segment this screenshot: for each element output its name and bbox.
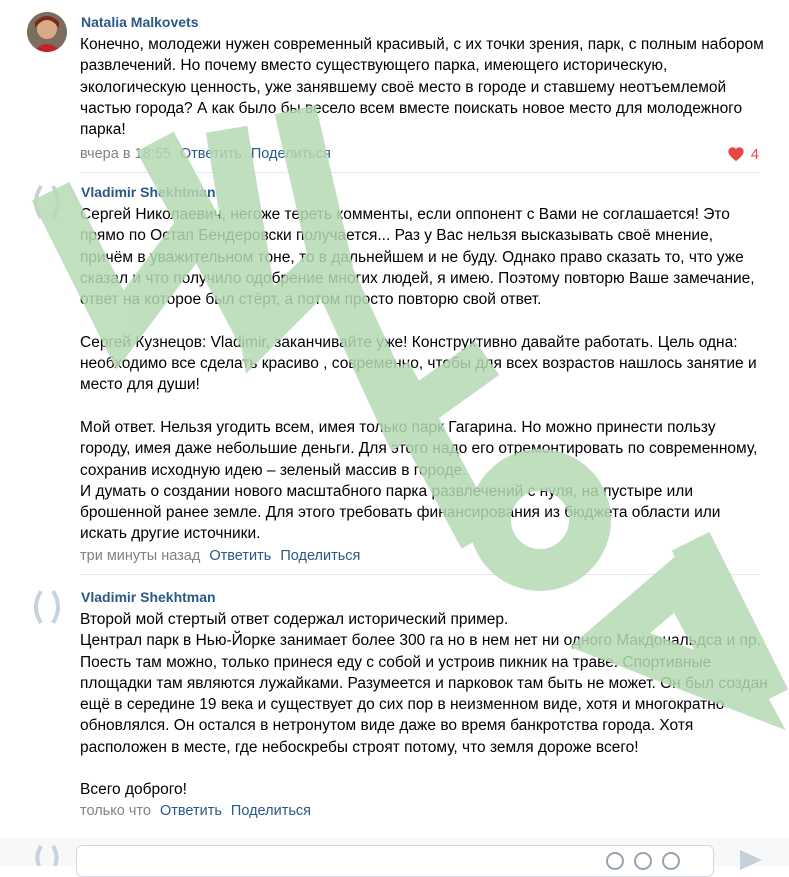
- comment-paragraph: Мой ответ. Нельзя угодить всем, имея только парк Гагарина. Но можно принести пользу городу, имея даже небольшие деньги. Для этого надо его отремонтировать по современному, сохранив исходную идею – зеленый массив в городе. И думать о создании нового масштабного парка развлечений с нуля, на пустыре или брошенной ранее земле. Для этого требовать финансирования из бюджета области или искать другие источники.: [80, 418, 758, 543]
- avatar-placeholder-icon: [27, 587, 67, 627]
- comment-meta: [80, 146, 331, 162]
- avatar-placeholder-icon: [27, 842, 67, 866]
- camera-icon[interactable]: [634, 852, 652, 870]
- emoji-icon[interactable]: [662, 852, 680, 870]
- comment-paragraph: Конечно, молодежи нужен современный красивый, с их точки зрения, парк, с полным набором развлечений. Но почему вместо существующего парка, имеющего историческую, экологическую ценность, уже занявшему своё место в городе и ставшему неотъемлемой частью города? А как было бы весело всем вместе поискать новое место для молодежного парка!: [80, 36, 764, 139]
- reply-button[interactable]: Ответить: [179, 146, 242, 162]
- comment-divider: [80, 574, 760, 575]
- avatar[interactable]: [27, 12, 67, 52]
- avatar[interactable]: [27, 182, 67, 222]
- avatar-photo: [27, 12, 67, 52]
- share-button[interactable]: Поделиться: [280, 548, 361, 564]
- comment-meta: [80, 803, 311, 819]
- comment-author[interactable]: Vladimir Shekhtman: [81, 589, 216, 605]
- avatar[interactable]: [27, 587, 67, 627]
- comment-time[interactable]: только что: [80, 803, 151, 819]
- comment-paragraph: Второй мой стертый ответ содержал исторический пример. Централ парк в Нью-Йорке занимает более 300 га но в нем нет ни одного Макдональдса и пр. Поесть там можно, только принеся еду с собой и устроив пикник на траве. Спортивные площадки там являются лужайками. Разумеется и парковок там быть не может. Он был создан ещё в середине 19 века и существует до сих пор в неизменном виде, хотя и многократно обновлялся. Он остался в нетронутом виде даже во время банкротства города. Хотя расположен в месте, где небоскребы строят потому, что земля дороже всего!: [80, 611, 768, 756]
- reply-button[interactable]: Ответить: [209, 548, 272, 564]
- comment-time[interactable]: три минуты назад: [80, 548, 201, 564]
- comment-divider: [80, 172, 760, 173]
- comment-text: [80, 609, 770, 801]
- comment-paragraph: Всего доброго!: [80, 781, 187, 799]
- comment-author[interactable]: Vladimir Shekhtman: [81, 184, 216, 200]
- reply-button[interactable]: Ответить: [159, 803, 222, 819]
- heart-icon: [727, 146, 745, 162]
- like-button[interactable]: [727, 146, 759, 163]
- comment-text: [80, 34, 770, 140]
- attach-icon[interactable]: [606, 852, 624, 870]
- comment-meta: [80, 548, 360, 564]
- reply-tools: [606, 852, 690, 875]
- comment-paragraph: Сергей Николаевич, негоже тереть комменты, если оппонент с Вами не соглашается! Это прямо по Остап Бендеровски получается... Раз у Вас нельзя высказывать своё мнение, причём в уважительном тоне, то в дальнейшем и не буду. Однако право сказать то, что уже сказал и что получило одобрение многих людей, я имею. Поэтому повторю Ваше замечание, ответ на которое был стёрт, а потом просто повторю свой ответ.: [80, 206, 755, 309]
- comment-text: [80, 204, 770, 545]
- avatar-placeholder-icon: [27, 182, 67, 222]
- comment-paragraph: Сергей Кузнецов: Vladimir, заканчивайте уже! Конструктивно давайте работать. Цель одна: необходимо все сделать красиво , современно, чтобы для всех возрастов нашлось занятие и место для души!: [80, 333, 757, 394]
- like-count: 4: [750, 147, 759, 163]
- share-button[interactable]: Поделиться: [230, 803, 311, 819]
- send-icon[interactable]: [740, 850, 762, 870]
- comment-time[interactable]: вчера в 18:55: [80, 146, 171, 162]
- comment-author[interactable]: Natalia Malkovets: [81, 14, 199, 30]
- share-button[interactable]: Поделиться: [250, 146, 331, 162]
